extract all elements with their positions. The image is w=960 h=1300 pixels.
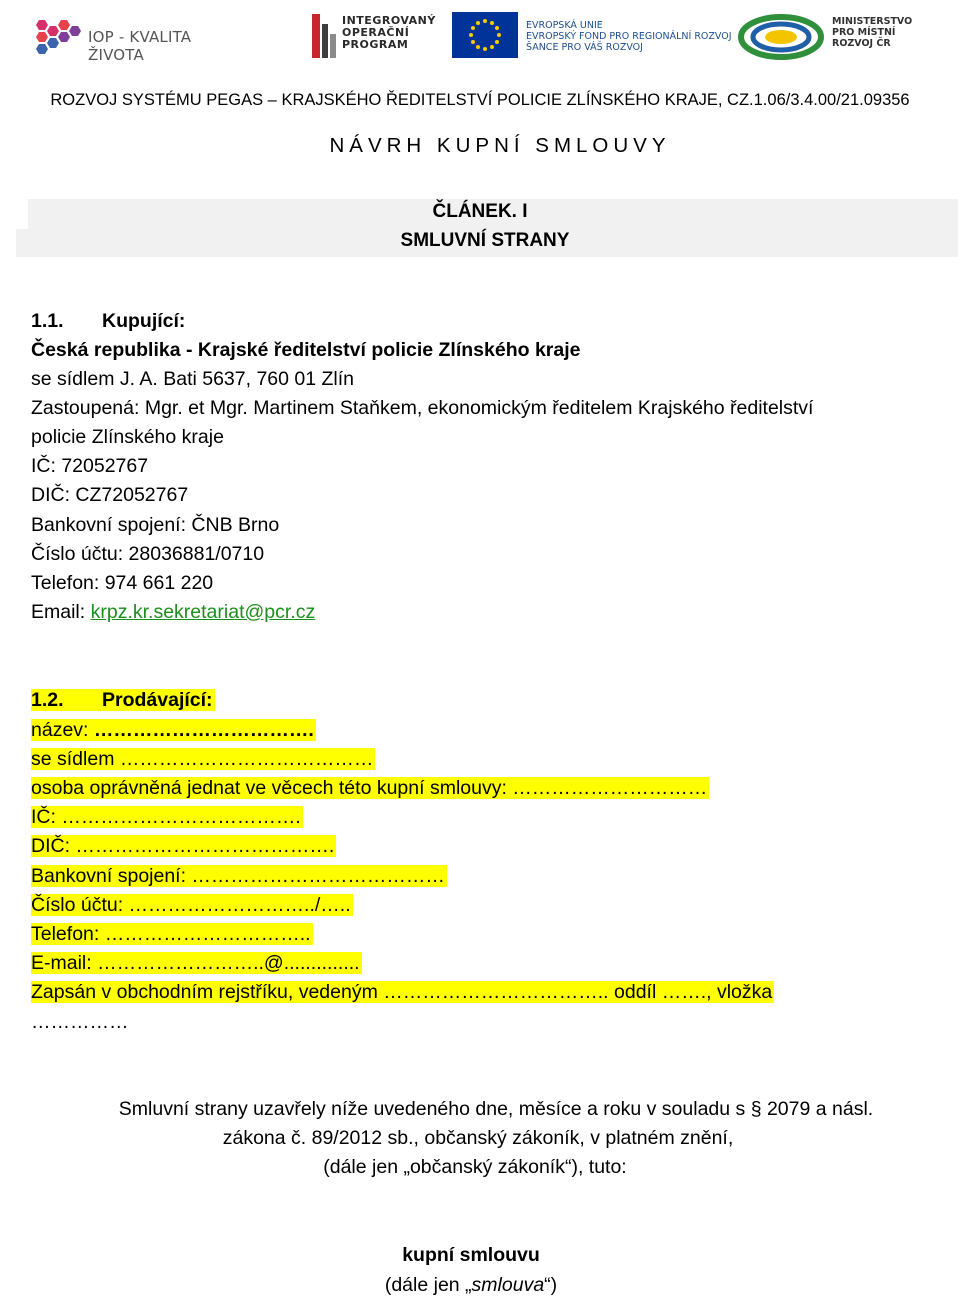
- seller-register-dots: ……………: [31, 1011, 129, 1033]
- eu-flag-icon: [452, 12, 518, 58]
- mmr-line2: PRO MÍSTNÍ: [832, 27, 896, 38]
- contract-sublabel: [0, 1273, 960, 1297]
- seller-heading: [31, 688, 215, 712]
- buyer-heading-label: Kupující:: [102, 310, 186, 332]
- buyer-seat: se sídlem J. A. Bati 5637, 760 01 Zlín: [31, 368, 355, 390]
- buyer-phone: Telefon: 974 661 220: [31, 572, 214, 594]
- seller-dic-row: [31, 834, 336, 858]
- seller-email-row: [31, 951, 362, 975]
- buyer-number: 1.1.: [31, 310, 64, 332]
- buyer-email-row: [31, 600, 315, 624]
- seller-register-row: [31, 980, 774, 1004]
- iop-hexagons-icon: [30, 18, 82, 58]
- project-line: ROZVOJ SYSTÉMU PEGAS – KRAJSKÉHO ŘEDITELSTVÍ POLICIE ZLÍNSKÉHO KRAJE, CZ.1.06/3.4.00/21.09356: [50, 91, 910, 109]
- buyer-represented-line2: policie Zlínského kraje: [31, 426, 224, 448]
- eu-logo: [452, 12, 742, 60]
- buyer-heading: [31, 309, 185, 333]
- seller-name-row: [31, 718, 316, 742]
- iop-program-mark-icon: [312, 14, 338, 62]
- contract-sub-italic: smlouva: [471, 1274, 545, 1296]
- seller-number: 1.2.: [31, 689, 64, 711]
- iop-logo: [30, 18, 230, 64]
- document-title: NÁVRH KUPNÍ SMLOUVY: [329, 134, 671, 157]
- seller-seat: se sídlem …………………………………: [31, 748, 374, 770]
- eu-logo-text: [526, 20, 732, 53]
- seller-bank-row: [31, 864, 447, 888]
- article-number: ČLÁNEK. I: [432, 201, 528, 222]
- seller-phone: Telefon: …………………………..: [31, 923, 311, 945]
- buyer-account: Číslo účtu: 28036881/0710: [31, 543, 265, 565]
- iop-program-line3: PROGRAM: [342, 38, 409, 51]
- buyer-ic: IČ: 72052767: [31, 455, 149, 477]
- contract-label: kupní smlouvu: [402, 1244, 540, 1266]
- contract-sub-post: “): [544, 1274, 558, 1296]
- buyer-email-link[interactable]: krpz.kr.sekretariat@pcr.cz: [90, 601, 316, 623]
- seller-email: E-mail: ……………………..@..............: [31, 952, 360, 974]
- seller-phone-row: [31, 922, 313, 946]
- iop-logo-text: IOP - KVALITA ŽIVOTA: [88, 28, 192, 64]
- contract-sub-pre: (dále jen „: [384, 1274, 472, 1296]
- mmr-logo-text: [832, 16, 912, 49]
- iop-program-logo: [312, 10, 442, 65]
- buyer-email-label: Email:: [31, 601, 91, 623]
- eu-line3: ŠANCE PRO VÁŠ ROZVOJ: [526, 42, 643, 53]
- buyer-represented-line1: Zastoupená: Mgr. et Mgr. Martinem Staňkem, ekonomickým ředitelem Krajského ředitelství: [31, 397, 814, 419]
- seller-dic: DIČ: ………………………………….: [31, 835, 335, 857]
- seller-seat-row: [31, 747, 375, 771]
- eu-line1: EVROPSKÁ UNIE: [526, 20, 603, 31]
- closing-line3: (dále jen „občanský zákoník“), tuto:: [323, 1156, 627, 1178]
- seller-account-row: [31, 893, 353, 917]
- iop-program-line1: INTEGROVANÝ: [342, 14, 436, 27]
- buyer-dic: DIČ: CZ72052767: [31, 484, 189, 506]
- iop-program-line2: OPERAČNÍ: [342, 26, 410, 39]
- seller-ic: IČ: ……………………………….: [31, 806, 301, 828]
- seller-ic-row: [31, 805, 303, 829]
- seller-name-dots: …………………………….: [93, 719, 314, 741]
- closing-line2: zákona č. 89/2012 sb., občanský zákoník, v platném znění,: [222, 1127, 734, 1149]
- mmr-line1: MINISTERSTVO: [832, 16, 913, 27]
- seller-person-row: [31, 776, 709, 800]
- iop-program-text: [342, 15, 436, 51]
- mmr-swirl-icon: [736, 12, 826, 62]
- buyer-name: Česká republika - Krajské ředitelství policie Zlínského kraje: [31, 339, 581, 361]
- seller-heading-label: Prodávající:: [102, 689, 213, 711]
- mmr-logo: [736, 12, 936, 64]
- eu-line2: EVROPSKÝ FOND PRO REGIONÁLNÍ ROZVOJ: [526, 31, 732, 42]
- mmr-line3: ROZVOJ ČR: [832, 38, 891, 49]
- seller-register: Zapsán v obchodním rejstříku, vedeným …………………………….. oddíl ……., vložka: [31, 981, 773, 1003]
- seller-bank: Bankovní spojení: …………………………………: [31, 865, 445, 887]
- buyer-bank: Bankovní spojení: ČNB Brno: [31, 514, 280, 536]
- seller-account: Číslo účtu: ………………………../…..: [31, 894, 351, 916]
- seller-name-label: název:: [31, 719, 94, 741]
- closing-line1: Smluvní strany uzavřely níže uvedeného dne, měsíce a roku v souladu s § 2079 a násl.: [118, 1098, 874, 1120]
- seller-person: osoba oprávněná jednat ve věcech této kupní smlouvy: …………………………: [31, 777, 708, 799]
- logo-bar: [0, 10, 960, 65]
- article-title: SMLUVNÍ STRANY: [400, 230, 570, 251]
